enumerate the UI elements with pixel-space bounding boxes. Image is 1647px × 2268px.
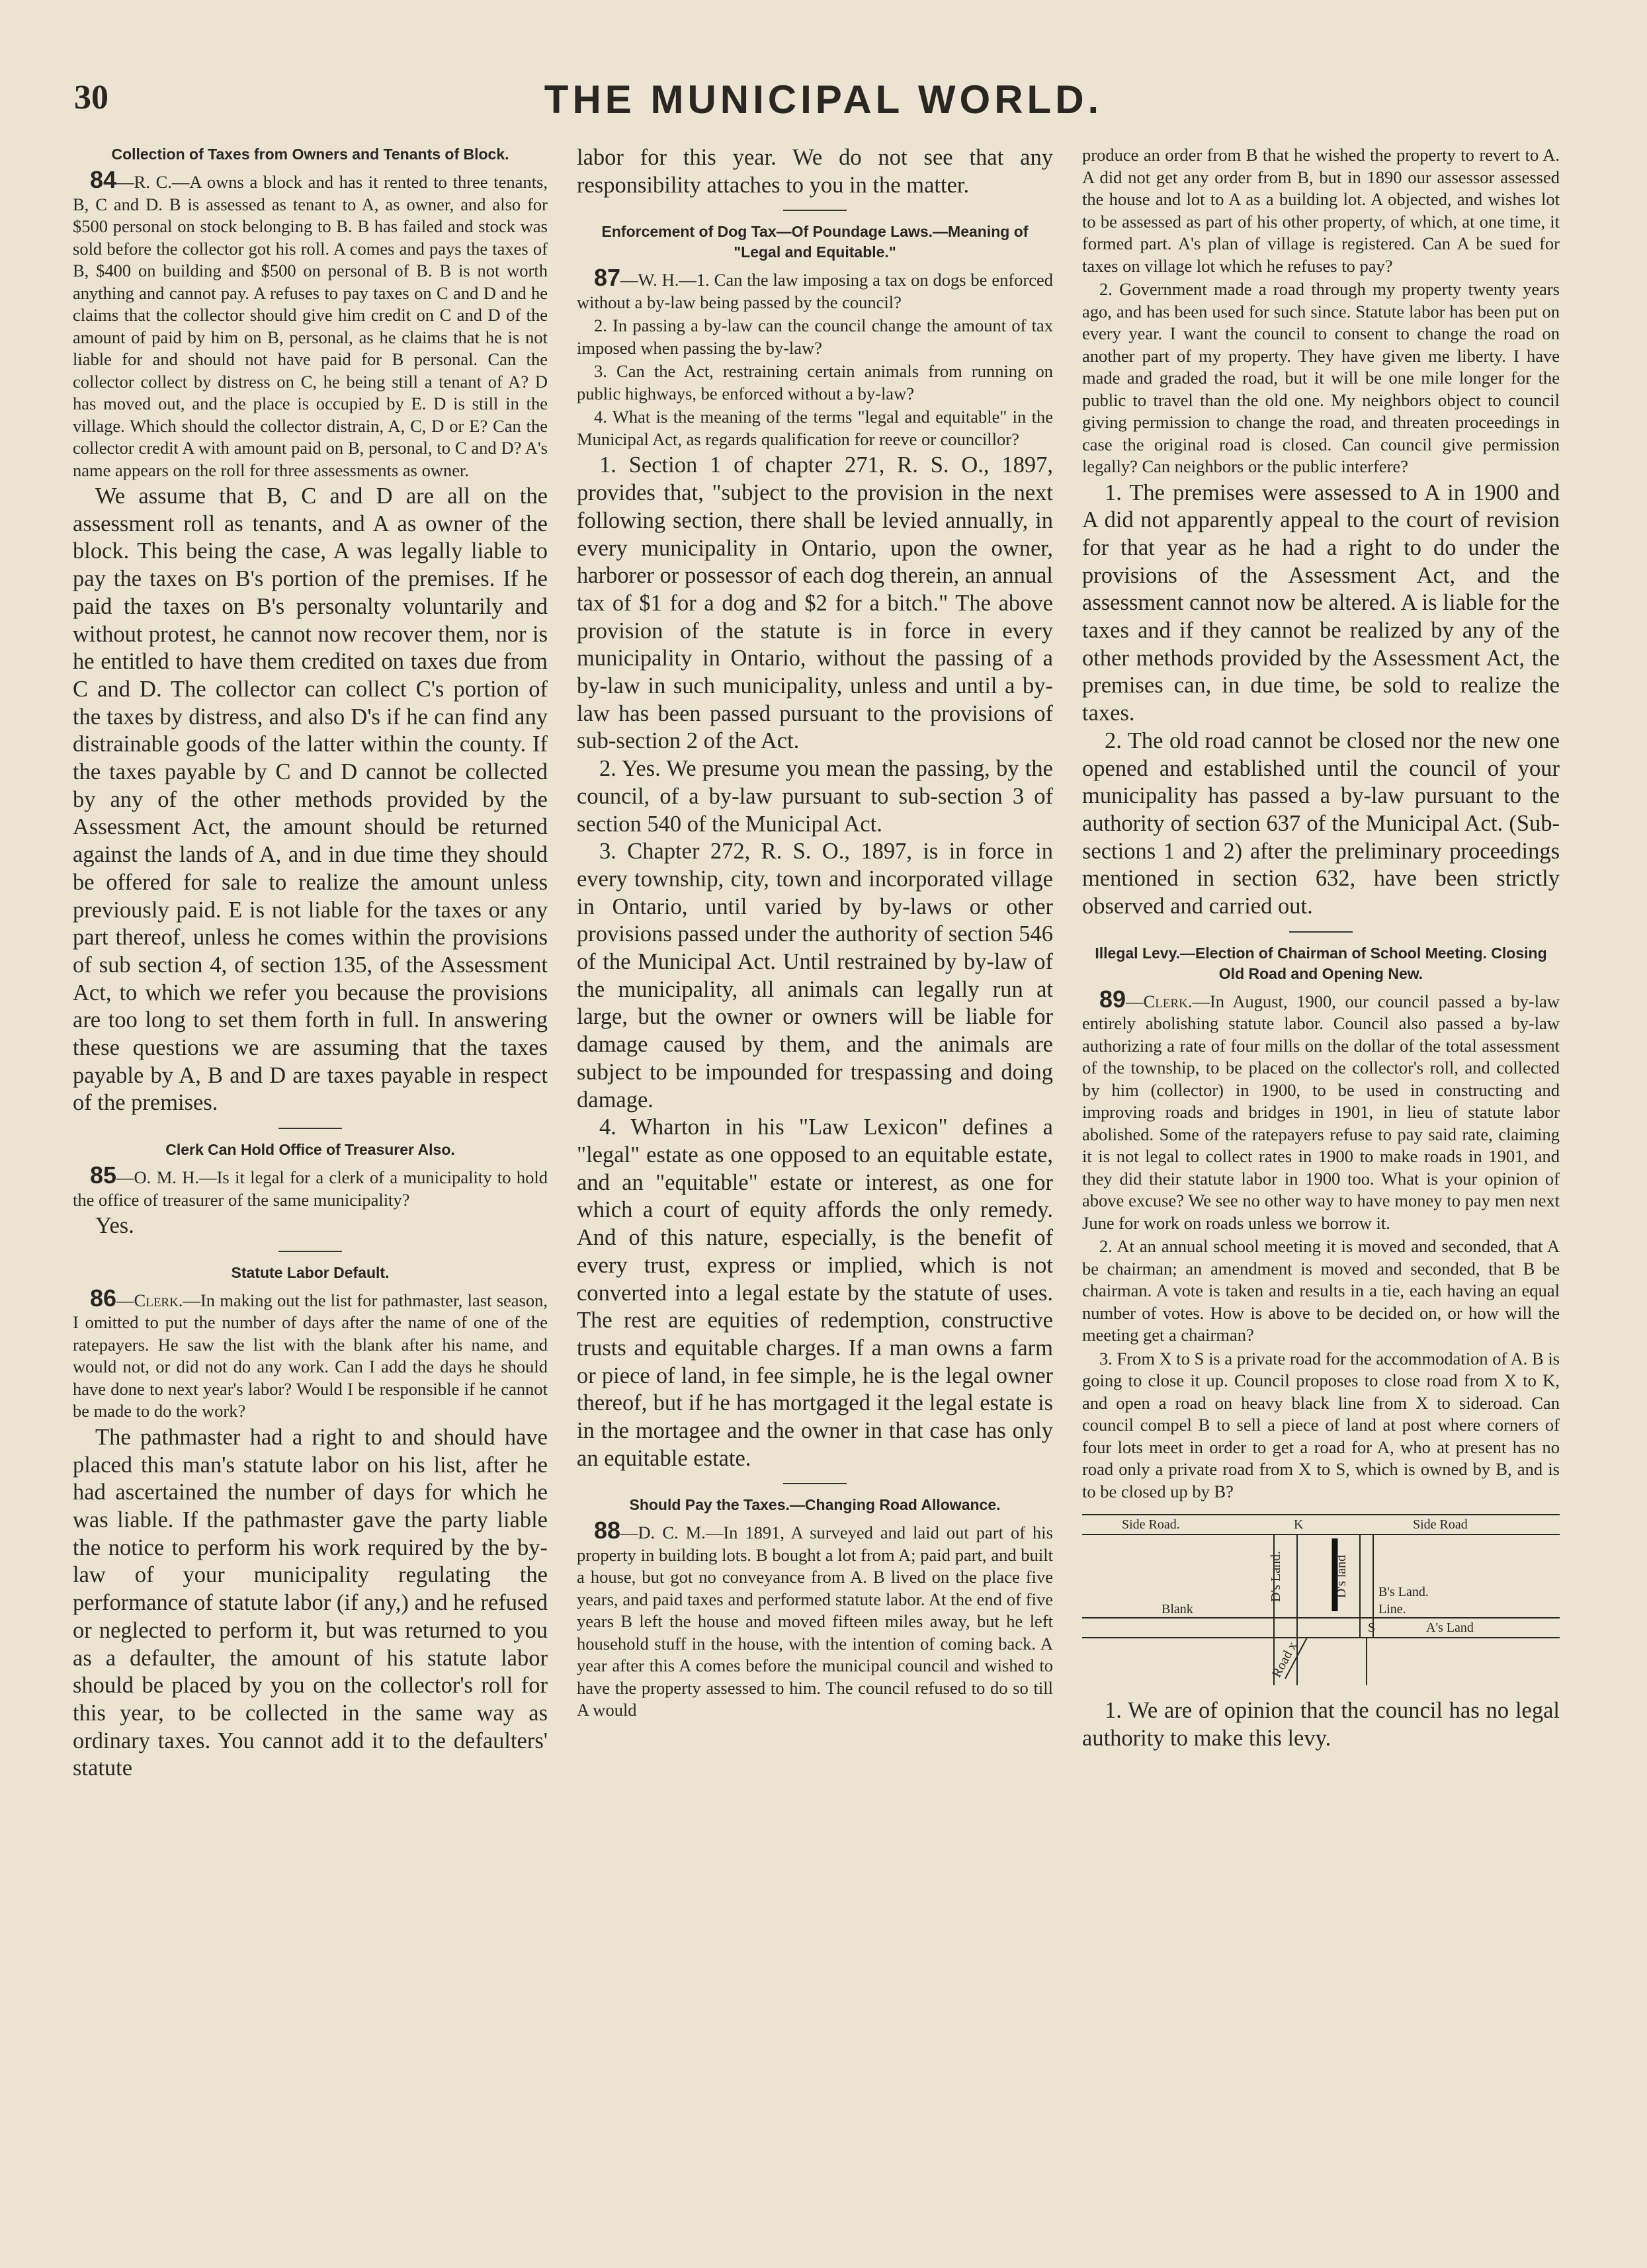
section-divider (1289, 931, 1353, 933)
label-k: K (1294, 1517, 1304, 1533)
heading-question-86: Statute Labor Default. (231, 1263, 390, 1281)
section-divider (783, 1483, 847, 1484)
answer-87-part-4: 4. Wharton in his "Law Lexicon" defines a "legal" estate as one opposed to an equitable estate, and an "equitable" estate or interest, as one for which a court of equity affords the only remedy. And of this nature, especially, is the benefit of every trust, express or implied, which is not converted into a legal estate by the statute of uses. The rest are equities of redemption, constructive trusts and equitable charges. If a man owns a farm or piece of land, in fee simple, he is the legal owner thereof, but if he has mortgaged it the legal estate is in the mortagee and the owner in that case has only an equitable estate. (577, 1114, 1053, 1471)
question-88 (577, 1519, 1053, 1722)
answer-86-continued: labor for this year. We do not see that any responsibility attaches to you in the matter. (577, 145, 1053, 198)
heading-question-89: Illegal Levy.—Election of Chairman of School Meeting. Closing Old Road and Opening New. (1095, 944, 1547, 982)
label-line: Line. (1378, 1602, 1406, 1617)
question-84 (73, 166, 548, 482)
question-number: 85 (90, 1161, 117, 1189)
section-divider (278, 1251, 342, 1252)
heading-question-84: Collection of Taxes from Owners and Tenants of Block. (111, 146, 509, 163)
label-blank: Blank (1161, 1602, 1193, 1617)
label-bs-land: B's Land. (1378, 1585, 1429, 1600)
question-89 (1082, 985, 1560, 1235)
answer-89-part-1: 1. We are of opinion that the council has no legal authority to make this levy. (1082, 1698, 1560, 1751)
question-87 (577, 264, 1053, 314)
question-number: 84 (90, 166, 117, 193)
road-diagram (1082, 1512, 1560, 1685)
question-text: —1. Can the law imposing a tax on dogs be enforced without a by-law being passed by the council? (577, 270, 1053, 312)
column-1 (73, 144, 548, 2208)
answer-85: Yes. (95, 1213, 134, 1239)
road-diagram-lines (1082, 1512, 1560, 1685)
question-86 (73, 1284, 548, 1423)
label-as-land: A's Land (1426, 1620, 1474, 1636)
question-text: —A owns a block and has it rented to three tenants, B, C and D. B is assessed as tenant to A, as owner, and also for $500 personal on stock belonging to B. B has failed and stock was sold before the collector got his roll. A comes and pays the taxes of B, $400 on building and $500 on personal of B. B is not worth anything and cannot pay. A refuses to pay taxes on C and D and he claims that the collector should give him credit on C and D of the amount of paid by him on B, personal, as he claims that he is not liable for and should not have paid for B personal. Can the collector collect by distress on C, he being still a tenant of A? D has moved out, and the place is occupied by E. D is still in the village. Which should the collector distrain, A, C, D or E? Can the collector credit A with amount paid on B, personal, to C and D? A's name appears on the roll for three assessments as owner. (73, 172, 548, 480)
section-divider (783, 210, 847, 211)
correspondent-initials: —W. H. (620, 270, 679, 290)
question-87-part-2: 2. In passing a by-law can the council change the amount of tax imposed when passing the by-law? (577, 315, 1053, 358)
question-number: 87 (594, 264, 621, 292)
question-number: 89 (1099, 985, 1126, 1013)
label-road-x: Road x (1269, 1640, 1300, 1680)
question-88-continued: produce an order from B that he wished the property to revert to A. A did not get any order from B, but in 1890 our assessor assessed the house and lot to A as a building lot. A objected, and wishes lot to be assessed as part of his other property, of which, at one time, it formed part. A's plan of village is registered. Can A be sued for taxes on village lot which he refuses to pay? (1082, 145, 1560, 276)
question-89-part-3: 3. From X to S is a private road for the accommodation of A. B is going to close it up. Council proposes to close road from X to K, and open a road on heavy black line from X to sideroad. Can council compel B to sell a piece of land at post where corners of four lots meet in order to get a road for A, who at present has no road only a private road from X to S, which is owned by B, and is to be closed up by B? (1082, 1348, 1560, 1501)
question-number: 86 (90, 1284, 117, 1312)
question-87-part-4: 4. What is the meaning of the terms "legal and equitable" in the Municipal Act, as regards qualification for reeve or councillor? (577, 407, 1053, 449)
label-side-road-right: Side Road (1413, 1517, 1468, 1533)
correspondent-initials: —R. C. (116, 172, 172, 192)
answer-84: We assume that B, C and D are all on the assessment roll as tenants, and A as owner of the block. This being the case, A was legally liable to pay the taxes on B's portion of the premises. If he paid the taxes on B's personalty voluntarily and without protest, he cannot now recover them, nor is he entitled to have them credited on taxes due from C and D. The collector can collect C's portion of the taxes by distress, and also D's if he can find any distrainable goods of the latter within the county. If the taxes payable by C and D cannot be collected by any of the other methods provided by the Assessment Act, the amount should be returned against the lands of A, and in due time they should be offered for sale to realize the amount unless previously paid. E is not liable for the taxes or any part thereof, unless he comes within the provisions of sub section 4, of section 135, of the Assessment Act, to which we refer you because the provisions are too long to set them forth in full. In answering these questions we are assuming that the taxes payable by A, B and D are taxes payable in respect of the premises. (73, 483, 548, 1116)
answer-87-part-3: 3. Chapter 272, R. S. O., 1897, is in force in every township, city, town and incorporated village in Ontario, until varied by by-laws or other provisions passed under the authority of section 546 of the Municipal Act. Until restrained by by-law of the municipality, all animals can legally run at large, but the owner or owners will be liable for damage caused by them, and the animals are subject to be impounded for trespassing and doing damage. (577, 839, 1053, 1113)
label-ds-land-1: D's Land. (1268, 1551, 1283, 1603)
question-text: —Is it legal for a clerk of a municipality to hold the office of treasurer of the same municipality? (73, 1167, 548, 1210)
heading-question-88: Should Pay the Taxes.—Changing Road Allowance. (629, 1496, 1001, 1514)
correspondent-initials: —Clerk. (1126, 991, 1193, 1011)
column-3 (1082, 144, 1560, 2208)
label-side-road-left: Side Road. (1122, 1517, 1180, 1533)
answer-87-part-2: 2. Yes. We presume you mean the passing, by the council, of a by-law pursuant to sub-section 3 of section 540 of the Municipal Act. (577, 756, 1053, 837)
question-text: —In 1891, A surveyed and laid out part of his property in building lots. B bought a lot from A; paid part, and built a house, but got no conveyance from A. B lived on the place five years, and paid taxes and performed statute labor. At the end of five years B left the house and moved fifteen miles away, but he left household stuff in the house, with the intention of coming back. A year after this A comes before the municipal council and wished to have the property assessed to him. The council refused to do so till A would (577, 1523, 1053, 1720)
masthead-title: THE MUNICIPAL WORLD. (544, 77, 1103, 122)
question-text: —In making out the list for pathmaster, last season, I omitted to put the number of days after the name of one of the ratepayers. He saw the list with the blank after his name, and would not, or did not do any work. Can I add the days he should have done to next year's labor? Would I be responsible if he cannot be made to do the work? (73, 1290, 548, 1421)
heading-question-85: Clerk Can Hold Office of Treasurer Also. (165, 1141, 455, 1159)
page-number: 30 (74, 79, 108, 116)
answer-86: The pathmaster had a right to and should have placed this man's statute labor on his list, after he had ascertained the number of days for which he was liable. If the pathmaster gave the party liable the notice to perform his work required by the by-law of your municipality regulating the performance of statute labor (if any,) and he refused or neglected to perform it, but was returned to you as a defaulter, the amount of his statute labor should be placed by you on the collector's roll for this year, to be collected in the same way as ordinary taxes. You cannot add it to the defaulters' statute (73, 1424, 548, 1781)
column-2 (577, 144, 1053, 2208)
section-divider (278, 1128, 342, 1129)
correspondent-initials: —D. C. M. (620, 1523, 706, 1543)
label-ds-land-2: D's land (1334, 1555, 1349, 1599)
question-text: —In August, 1900, our council passed a by-law entirely abolishing statute labor. Council also passed a by-law authorizing a rate of four mills on the dollar of the total assessment of the township, to be placed on the collector's roll, and collected by him (collector) in 1900, to be used in constructing and improving roads and bridges in 1901, in lieu of statute labor abolished. Some of the ratepayers refuse to pay said rate, claiming it is not legal to collect rates in 1900 to make roads in 1901, and they did their statute labor in 1900 too. What is your opinion of above excuse? We see no other way to have money to pay men next June for work on roads unless we borrow it. (1082, 991, 1560, 1233)
question-89-part-2: 2. At an annual school meeting it is moved and seconded, that A be chairman; an amendment is moved and seconded, that B be chairman. A vote is taken and results in a tie, each having an equal number of votes. How is above to be decided on, or how will the meeting get a chairman? (1082, 1236, 1560, 1345)
question-88-part-2: 2. Government made a road through my property twenty years ago, and has been used for such since. Statute labor has been put on every year. I want the council to consent to change the road on another part of my property. They have given me liberty. I have made and graded the road, but it will be one mile longer for the public to travel than the old one. My neighbors object to council giving permission to change the road, and threaten proceedings in case the original road is closed. Can council give permission legally? Can neighbors or the public interfere? (1082, 279, 1560, 476)
answer-88-part-1: 1. The premises were assessed to A in 1900 and A did not apparently appeal to the court of revision for that year as he had a right to do under the provisions of the Assessment Act, and the assessment cannot now be altered. A is liable for the taxes and if they cannot be realized by any of the other methods provided by the Assessment Act, the premises can, in due time, be sold to realize the taxes. (1082, 480, 1560, 726)
correspondent-initials: —O. M. H. (116, 1167, 200, 1188)
answer-88-part-2: 2. The old road cannot be closed nor the new one opened and established until the council of your municipality has passed a by-law pursuant to the authority of section 637 of the Municipal Act. (Sub-sections 1 and 2) after the preliminary proceedings mentioned in section 632, have been strictly observed and carried out. (1082, 728, 1560, 919)
heading-question-87: Enforcement of Dog Tax—Of Poundage Laws.—Meaning of "Legal and Equitable." (601, 223, 1029, 261)
answer-87-part-1: 1. Section 1 of chapter 271, R. S. O., 1897, provides that, "subject to the provision in the next following section, there shall be levied annually, in every municipality in Ontario, upon the owner, harborer or possessor of each dog therein, an annual tax of $1 for a dog and $2 for a bitch." The above provision of the statute is in force in every municipality in Ontario, without the passing of a by-law in such municipality, unless and until a by-law has been passed pursuant to the provisions of sub-section 2 of the Act. (577, 452, 1053, 754)
question-87-part-3: 3. Can the Act, restraining certain animals from running on public highways, be enforced without a by-law? (577, 361, 1053, 403)
correspondent-initials: —Clerk. (116, 1290, 183, 1310)
label-s: S (1368, 1620, 1376, 1636)
question-85 (73, 1161, 548, 1211)
question-number: 88 (594, 1517, 621, 1544)
